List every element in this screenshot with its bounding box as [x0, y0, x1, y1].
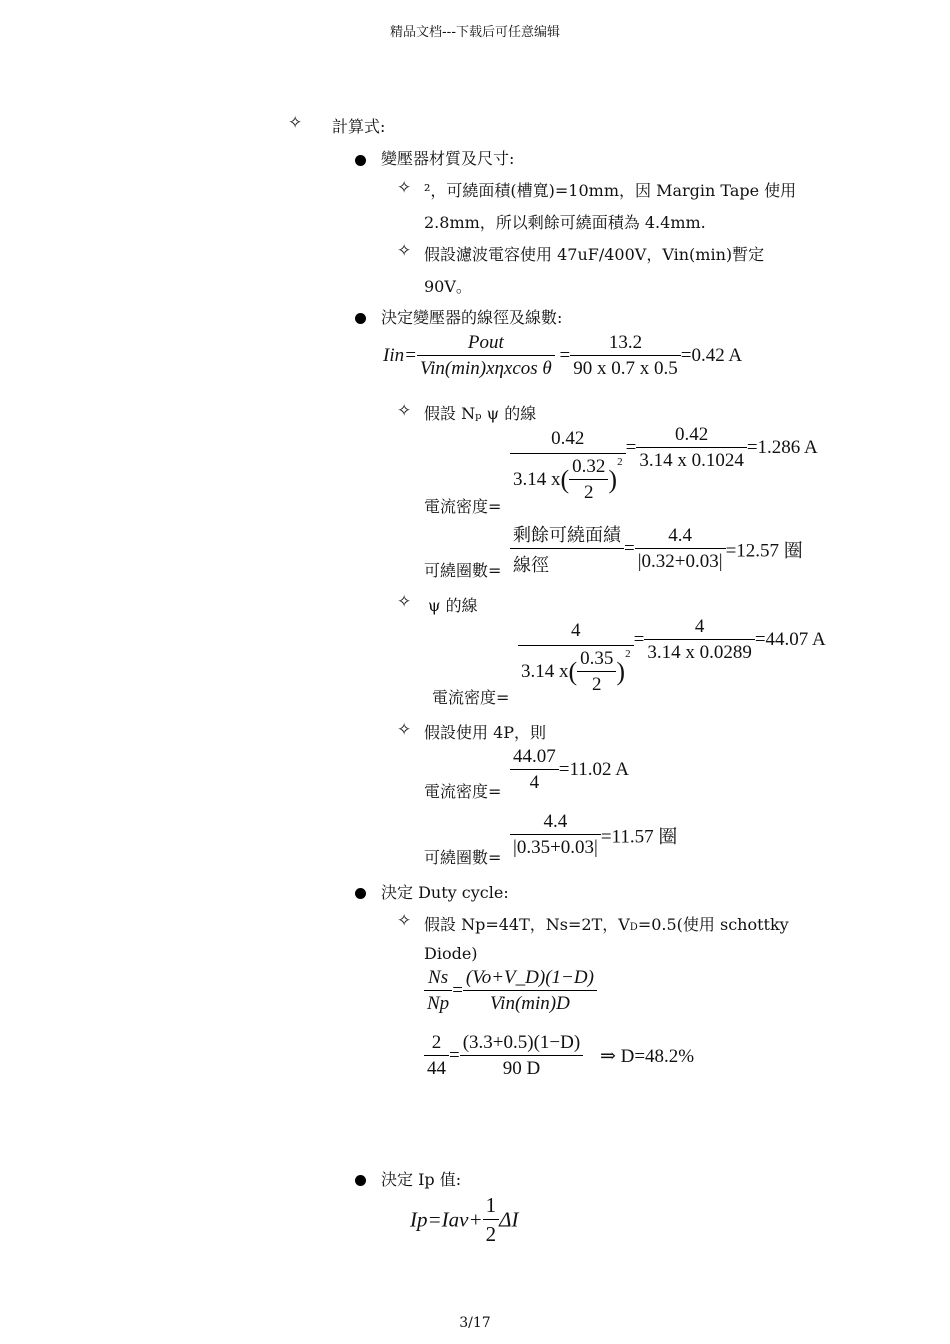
cd2-num2: 4: [644, 616, 755, 640]
t2-den: 0.35+0.03: [516, 837, 595, 858]
b1-item2-line1: 假設濾波電容使用 47uF/400V，Vin(min)暫定: [424, 245, 765, 264]
t1-num2: 4.4: [635, 525, 726, 549]
cd1-result: =1.286 A: [746, 437, 818, 458]
t1-result: =12.57 圈: [725, 540, 803, 562]
f1-lhs-den: Np: [427, 993, 450, 1014]
iin-den1: Vin(min)xηxcos θ: [419, 358, 552, 379]
b1-item1-line2: 2.8mm，所以剩餘可繞面積為 4.4mm.: [424, 213, 706, 232]
f2-lhs-den: 44: [427, 1058, 446, 1079]
diamond-icon: ✧: [397, 241, 412, 261]
cd1-num: 0.42: [510, 428, 626, 454]
bullet-icon: [355, 309, 366, 328]
current-density-label: 電流密度=: [424, 782, 502, 801]
cd2-den-a: 3.14 x: [521, 661, 569, 682]
b3-step1-line1: 假設 Np=44T，Ns=2T，VD=0.5(使用 schottky: [424, 915, 789, 934]
iin-num2: 13.2: [570, 332, 681, 356]
f2-lhs-num: 2: [424, 1032, 449, 1056]
cd1-in-den: 2: [584, 482, 594, 503]
diamond-icon: ✧: [397, 178, 412, 198]
turns2-formula: $\frac{4.4}{|0.35+0.03|}$ =11.57 圈: [510, 811, 677, 859]
cd3-den: 4: [529, 772, 540, 793]
f1-num: (Vo+V_D)(1−D): [463, 967, 597, 991]
diamond-icon: ✧: [288, 113, 303, 133]
f1-lhs-num: Ns: [424, 967, 452, 991]
turns-label: 可繞圈數=: [424, 848, 502, 867]
section-title: 計算式:: [332, 117, 386, 136]
t1-num: 剩餘可繞面績: [510, 521, 624, 549]
iin-formula: Iin= $\frac{\text{Pout}}{\text{Vin(min)xηxcos θ}}$ = $\frac{13.2}{90 x 0.7 x 0.5}$ =0.42 A: [383, 332, 743, 379]
bullet-icon: [355, 1171, 366, 1190]
diamond-icon: ✧: [397, 911, 412, 931]
bullet-icon: [355, 151, 366, 170]
b3-title: 決定 Duty cycle:: [381, 883, 509, 902]
cd1-den2: 3.14 x 0.1024: [639, 450, 744, 471]
ip-half-den: 2: [485, 1222, 497, 1246]
ip-formula: [410, 1193, 518, 1247]
cd2-in-den: 2: [592, 674, 602, 695]
turns1-formula: $\frac{\text{剩餘可繞面績}}{\text{線徑}}$ = $\frac{4.4}{|0.32+0.03|}$ =12.57 圈: [510, 521, 803, 577]
b4-title: 決定 Ip 值:: [381, 1170, 462, 1189]
current-density-label: 電流密度=: [424, 497, 502, 516]
b2-step1: 假設 Nₚ ψ 的線: [424, 404, 537, 423]
current-density-label: 電流密度=: [432, 688, 510, 707]
ip-rhs: ΔI: [499, 1207, 519, 1232]
turns-label: 可繞圈數=: [424, 561, 502, 580]
b3-step1-line2: Diode): [424, 944, 478, 963]
f1-den: Vin(min)D: [489, 993, 570, 1014]
cd1-in-num: 0.32: [569, 456, 608, 480]
cd1-num2: 0.42: [636, 424, 747, 448]
cd2-result: =44.07 A: [754, 629, 826, 650]
cd3-num: 44.07: [510, 746, 559, 770]
b1-title: 變壓器材質及尺寸:: [381, 149, 515, 168]
diamond-icon: ✧: [397, 592, 412, 612]
t1-den2: 0.32+0.03: [641, 551, 719, 572]
cd3-formula: [510, 746, 629, 794]
ip-half-num: 1: [483, 1193, 500, 1220]
iin-lhs: Iin=: [383, 345, 417, 366]
ip-lhs: Ip=Iav+: [410, 1207, 483, 1232]
page-footer: 3/17: [459, 1315, 491, 1331]
cd3-result: =11.02 A: [558, 759, 629, 780]
b2-step2: ψ 的線: [428, 596, 478, 615]
duty-formula-2: $\frac{2}{44}$ = $\frac{(3.3+0.5)(1-D)}{90 D}$ ⇒ D=48.2%: [424, 1032, 694, 1080]
cd2-den2: 3.14 x 0.0289: [647, 642, 752, 663]
t2-num: 4.4: [510, 811, 601, 835]
b1-item2-line2: 90V。: [424, 277, 472, 296]
diamond-icon: ✧: [397, 720, 412, 740]
page-header: 精品文档---下载后可任意编辑: [389, 25, 561, 40]
b2-step3: 假設使用 4P，則: [424, 723, 547, 742]
f2-num: (3.3+0.5)(1−D): [460, 1032, 583, 1056]
bullet-icon: [355, 884, 366, 903]
cd2-in-num: 0.35: [577, 648, 616, 672]
t1-den: 線徑: [513, 555, 549, 576]
f2-den: 90 D: [502, 1058, 541, 1079]
f2-result: ⇒ D=48.2%: [599, 1045, 695, 1067]
duty-formula-1: $\frac{Ns}{Np}$ = $\frac{(Vo+V\_D)(1-D)}{\text{Vin(min)D}}$: [424, 967, 597, 1015]
b2-title: 決定變壓器的線徑及線數:: [381, 308, 563, 327]
b1-item1-line1: ²，可繞面積(槽寬)=10mm，因 Margin Tape 使用: [424, 181, 797, 200]
cd1-formula: 0.42 3.14 x( $\frac{0.32}{2}$ )$^2$ = $\frac{0.42}{3.14 x 0.1024}$ =1.286 A: [510, 428, 818, 504]
t2-result: =11.57 圈: [600, 826, 678, 848]
diamond-icon: ✧: [397, 401, 412, 421]
cd1-den-a: 3.14 x: [513, 469, 561, 490]
cd2-formula: 4 3.14 x( $\frac{0.35}{2}$ )$^2$ = $\frac{4}{3.14 x 0.0289}$ =44.07 A: [518, 620, 826, 696]
iin-result: =0.42 A: [680, 345, 743, 366]
iin-den2: 90 x 0.7 x 0.5: [573, 358, 678, 379]
cd2-num: 4: [518, 620, 634, 646]
iin-num1: Pout: [417, 332, 555, 356]
